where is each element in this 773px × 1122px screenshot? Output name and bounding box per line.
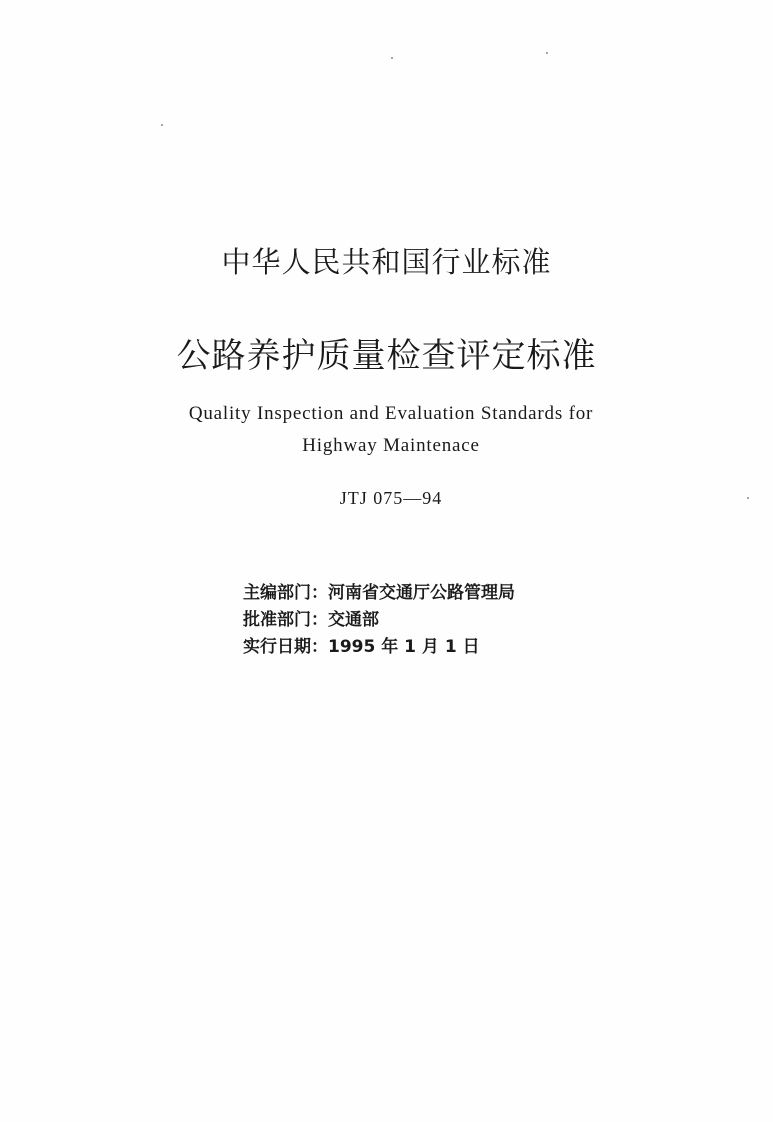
info-label: 主编部门： bbox=[243, 583, 328, 603]
info-row-approver bbox=[243, 607, 515, 634]
info-row-editor bbox=[243, 580, 515, 607]
publication-info bbox=[243, 580, 515, 661]
english-title-line-1: Quality Inspection and Evaluation Standards for bbox=[188, 403, 594, 424]
document-title-chinese: 公路养护质量检查评定标准 bbox=[176, 336, 597, 376]
scan-speck bbox=[391, 57, 393, 59]
info-label: 实行日期： bbox=[243, 637, 328, 657]
english-title-line-2: Highway Maintenace bbox=[302, 435, 480, 456]
info-value: 交通部 bbox=[328, 610, 379, 630]
info-label: 批准部门： bbox=[243, 610, 328, 630]
info-value: 河南省交通厅公路管理局 bbox=[328, 583, 515, 603]
standard-category: 中华人民共和国行业标准 bbox=[221, 245, 552, 279]
document-title-english bbox=[0, 398, 773, 462]
info-value: 1995 年 1 月 1 日 bbox=[328, 637, 480, 657]
scan-speck bbox=[161, 124, 163, 126]
standard-code: JTJ 075—94 bbox=[339, 488, 443, 508]
scan-speck bbox=[546, 52, 548, 54]
info-row-effective-date bbox=[243, 634, 515, 661]
